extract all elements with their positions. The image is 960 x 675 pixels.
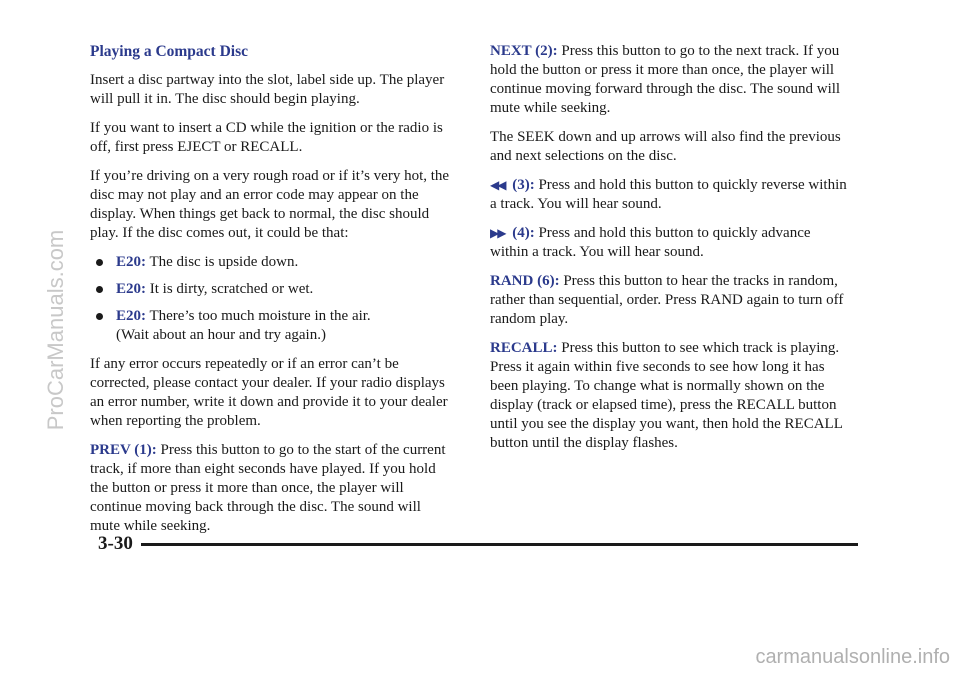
error-description-continued: (Wait about an hour and try again.) <box>116 327 326 343</box>
prev-description: Press this button to go to the start of the current track, if more than eight seconds have played. If you hold the button or press it more than once, the player will continue moving back through the disc. The sound will mute while seeking. <box>90 442 446 534</box>
reverse-term: (3): <box>512 177 535 193</box>
error-description: The disc is upside down. <box>149 254 299 270</box>
paragraph-ignition-off: If you want to insert a CD while the ignition or the radio is off, first press EJECT or RECALL. <box>90 120 443 155</box>
paragraph-reverse-button <box>490 176 850 214</box>
paragraph-contact-dealer: If any error occurs repeatedly or if an error can’t be corrected, please contact your dealer. If your radio displays an error number, write it down and provide it to your dealer when reporting the problem. <box>90 356 448 429</box>
error-list <box>90 253 450 345</box>
rand-description: Press this button to hear the tracks in random, rather than sequential, order. Press RAND again to turn off random play. <box>490 273 844 327</box>
prev-term: PREV (1): <box>90 442 157 458</box>
paragraph-advance-button <box>490 224 850 262</box>
next-description: Press this button to go to the next track. If you hold the button or press it more than once, the player will continue moving forward through the disc. The sound will mute while seeking. <box>490 43 841 116</box>
right-column <box>490 42 850 463</box>
rewind-icon: ◀◀ <box>490 178 505 192</box>
side-watermark <box>36 200 76 460</box>
side-watermark-text: ProCarManuals.com <box>43 229 68 431</box>
left-column <box>90 36 450 546</box>
paragraph-prev-button <box>90 441 450 536</box>
fast-forward-icon: ▶▶ <box>490 226 505 240</box>
error-description: It is dirty, scratched or wet. <box>149 281 314 297</box>
footer-rule <box>141 543 858 546</box>
reverse-description: Press and hold this button to quickly reverse within a track. You will hear sound. <box>490 177 847 212</box>
error-code: E20: <box>116 308 146 324</box>
page-number: 3-30 <box>98 533 133 554</box>
paragraph-rand-button <box>490 272 850 329</box>
error-code: E20: <box>116 254 146 270</box>
next-term: NEXT (2): <box>490 43 558 59</box>
bottom-watermark: carmanualsonline.info <box>755 646 950 668</box>
section-title: Playing a Compact Disc <box>90 43 249 60</box>
paragraph-recall-button <box>490 339 850 453</box>
bullet-icon <box>96 313 103 320</box>
advance-term: (4): <box>512 225 535 241</box>
rand-term: RAND (6): <box>490 273 560 289</box>
list-item <box>90 280 450 299</box>
page-footer <box>98 532 858 556</box>
list-item <box>90 307 450 345</box>
bullet-icon <box>96 259 103 266</box>
paragraph-insert-disc: Insert a disc partway into the slot, label side up. The player will pull it in. The disc should begin playing. <box>90 72 445 107</box>
recall-term: RECALL: <box>490 340 558 356</box>
advance-description: Press and hold this button to quickly advance within a track. You will hear sound. <box>490 225 811 260</box>
error-description: There’s too much moisture in the air. <box>149 308 371 324</box>
bullet-icon <box>96 286 103 293</box>
list-item <box>90 253 450 272</box>
paragraph-rough-road: If you’re driving on a very rough road or if it’s very hot, the disc may not play and an error code may appear on the display. When things get back to normal, the disc should play. If the disc comes out, it could be that: <box>90 168 450 241</box>
paragraph-next-button <box>490 42 850 118</box>
error-code: E20: <box>116 281 146 297</box>
recall-description: Press this button to see which track is playing. Press it again within five seconds to see how long it has been playing. To change what is normally shown on the display (track or elapsed time), press the RECALL button until you see the display you want, then hold the RECALL button until the display flashes. <box>490 340 843 451</box>
paragraph-seek: The SEEK down and up arrows will also find the previous and next selections on the disc. <box>490 129 841 164</box>
